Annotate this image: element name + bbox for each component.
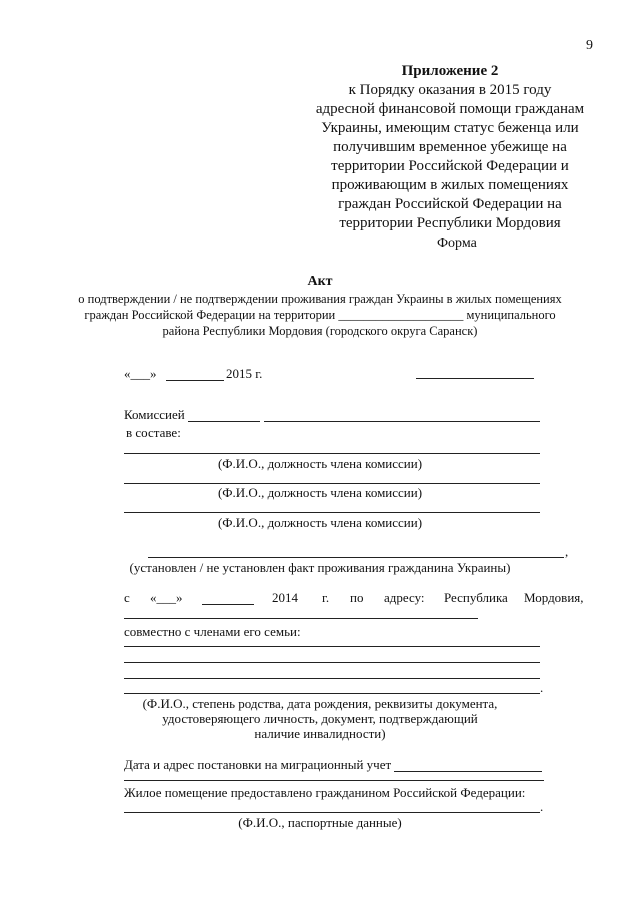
family-blank[interactable]	[124, 662, 540, 663]
family-blank[interactable]	[124, 678, 540, 679]
commission-member-caption: (Ф.И.О., должность члена комиссии)	[217, 485, 423, 500]
family-period: .	[540, 680, 544, 695]
appendix-line: проживающим в жилых помещениях	[331, 177, 569, 193]
act-subtitle-line: района Республики Мордовия (городского округа Саранск)	[162, 324, 478, 338]
act-title: Акт	[307, 274, 333, 289]
place-blank[interactable]	[416, 378, 534, 379]
migration-blank-2[interactable]	[124, 780, 544, 781]
composition-label: в составе:	[126, 425, 181, 440]
act-subtitle-line: о подтверждении / не подтверждении проживания граждан Украины в жилых помещениях	[78, 292, 562, 306]
commission-member-caption: (Ф.И.О., должность члена комиссии)	[217, 456, 423, 471]
date-day: «___»	[124, 366, 157, 381]
address-blank[interactable]	[124, 618, 478, 619]
family-caption-line: (Ф.И.О., степень родства, дата рождения, реквизиты документа,	[142, 696, 498, 711]
address-word: Республика	[444, 590, 508, 605]
family-label: совместно с членами его семьи:	[124, 624, 301, 639]
commission-member-blank[interactable]	[124, 453, 540, 454]
commission-member-caption: (Ф.И.О., должность члена комиссии)	[217, 515, 423, 530]
migration-label: Дата и адрес постановки на миграционный учет	[124, 757, 392, 772]
appendix-line: Украины, имеющим статус беженца или	[321, 120, 579, 136]
appendix-line: территории Российской Федерации и	[331, 158, 569, 174]
form-label: Форма	[437, 236, 477, 251]
appendix-line: граждан Российской Федерации на	[338, 196, 562, 212]
established-blank[interactable]	[148, 557, 564, 558]
commission-member-blank[interactable]	[124, 512, 540, 513]
family-blank[interactable]	[124, 646, 540, 647]
commission-label: Комиссией	[124, 407, 185, 422]
family-caption-line: удостоверяющего личность, документ, подтверждающий	[162, 711, 478, 726]
appendix-title: Приложение 2	[401, 63, 499, 79]
commission-blank-short[interactable]	[188, 421, 260, 422]
page-number: 9	[586, 38, 593, 53]
family-blank[interactable]	[124, 693, 540, 694]
address-word: с	[124, 590, 130, 605]
address-day: «___»	[150, 590, 183, 605]
address-word: адресу:	[384, 590, 425, 605]
housing-blank[interactable]	[124, 812, 540, 813]
date-year: 2015 г.	[226, 366, 263, 381]
date-month-blank[interactable]	[166, 380, 224, 381]
address-year: 2014	[272, 590, 298, 605]
housing-label: Жилое помещение предоставлено гражданином Российской Федерации:	[124, 785, 526, 800]
address-month-blank[interactable]	[202, 604, 254, 605]
housing-period: .	[540, 799, 544, 814]
address-word: Мордовия,	[524, 590, 584, 605]
appendix-line: территории Республики Мордовия	[339, 215, 561, 231]
address-word: по	[350, 590, 364, 605]
migration-blank[interactable]	[394, 771, 542, 772]
appendix-line: получившим временное убежище на	[333, 139, 567, 155]
appendix-line: адресной финансовой помощи гражданам	[315, 101, 585, 117]
appendix-header	[300, 62, 600, 233]
appendix-line: к Порядку оказания в 2015 году	[348, 82, 552, 98]
established-caption: (установлен / не установлен факт проживания гражданина Украины)	[129, 560, 511, 575]
address-word: г.	[322, 590, 330, 605]
commission-member-blank[interactable]	[124, 483, 540, 484]
act-subtitle-line: граждан Российской Федерации на территории ____________________ муниципального	[84, 308, 556, 322]
housing-caption: (Ф.И.О., паспортные данные)	[238, 815, 402, 830]
established-comma: ,	[565, 544, 569, 559]
family-caption-line: наличие инвалидности)	[254, 726, 386, 741]
commission-blank-long[interactable]	[264, 421, 540, 422]
